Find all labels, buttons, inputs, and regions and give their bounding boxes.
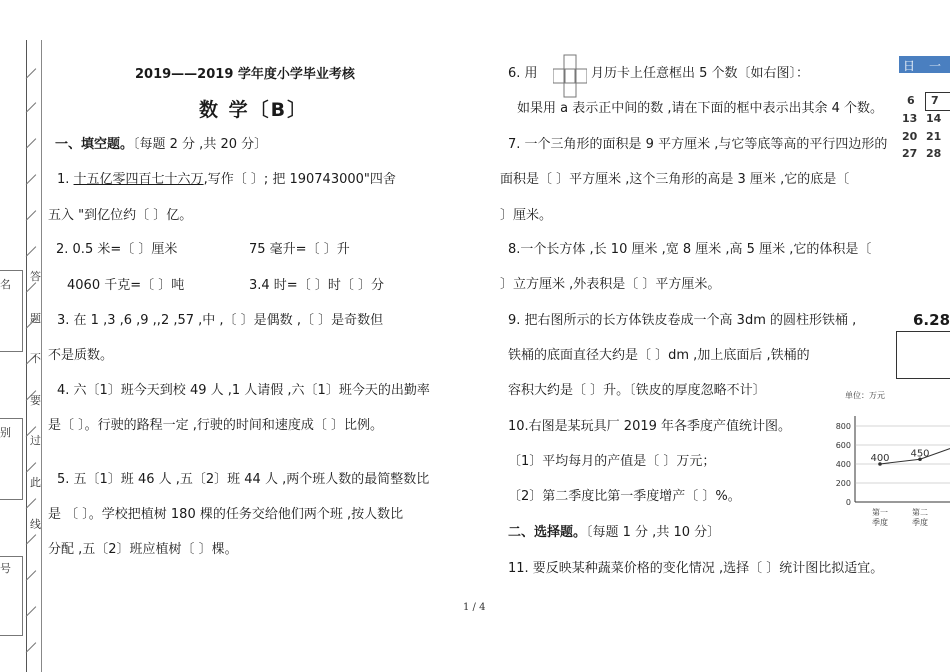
binding-line-right xyxy=(41,40,42,672)
calendar-cell: 14 xyxy=(926,112,942,125)
name-field-label: 名 xyxy=(0,278,11,291)
q6-line2: 如果用 a 表示正中间的数 ,请在下面的框中表示出其余 4 个数。 xyxy=(517,101,884,116)
q6-line1-a: 6. 用 xyxy=(508,66,538,81)
chart-y-tick: 0 xyxy=(845,498,851,507)
q2-line2-a: 4060 千克=〔 〕吨 xyxy=(67,278,185,293)
q7-line3: 〕厘米。 xyxy=(500,208,553,223)
chart-data-label: 450 xyxy=(910,448,930,460)
section1-note: 〔每题 2 分 ,共 20 分〕 xyxy=(133,137,268,152)
calendar-cell: 21 xyxy=(926,130,942,143)
chart-data-label: 400 xyxy=(870,453,890,464)
q6-line1-b: 月历卡上任意框出 5 个数〔如右图〕： xyxy=(591,66,810,81)
chart-x-label: 第二 xyxy=(912,508,928,517)
margin-char: 过 xyxy=(30,434,41,447)
page-number: 1 / 4 xyxy=(463,602,486,613)
q2-line2-b: 3.4 时=〔 〕时〔 〕分 xyxy=(249,278,384,293)
calendar-cell: 20 xyxy=(902,130,918,143)
chart-x-label: 第一 xyxy=(872,508,888,517)
number-field-label: 号 xyxy=(0,562,11,575)
q9-line1: 9. 把右图所示的长方体铁皮卷成一个高 3dm 的圆柱形铁桶 , xyxy=(508,313,857,328)
margin-char: 答 xyxy=(30,270,41,283)
cross-frame-icon xyxy=(553,54,587,100)
chart-y-tick: 600 xyxy=(835,441,851,450)
margin-char: 不 xyxy=(30,352,41,365)
q10-line1: 10.右图是某玩具厂 2019 年各季度产值统计图。 xyxy=(508,419,792,434)
q3-line1: 3. 在 1 ,3 ,6 ,9 ,,2 ,57 ,中 ,〔 〕是偶数 ,〔 〕是奇数但 xyxy=(57,313,384,328)
calendar-header xyxy=(899,56,950,73)
margin-char: 此 xyxy=(30,476,41,489)
margin-hatch xyxy=(26,210,37,221)
q2-line1-a: 2. 0.5 米=〔 〕厘米 xyxy=(56,242,178,257)
calendar-cell: 6 xyxy=(907,94,915,107)
production-line-chart xyxy=(815,388,950,528)
margin-hatch xyxy=(26,606,37,617)
section1-header xyxy=(55,133,267,152)
q5-line3: 分配 ,五〔2〕班应植树〔 〕棵。 xyxy=(48,542,238,557)
class-field-label: 别 xyxy=(0,426,11,439)
section2-note: 〔每题 1 分 ,共 10 分〕 xyxy=(586,525,721,540)
calendar-day-mon: 一 xyxy=(929,59,942,73)
margin-hatch xyxy=(26,174,37,185)
margin-hatch xyxy=(26,246,37,257)
exam-subject: 数 学〔B〕 xyxy=(199,99,309,121)
q1-number: 1. xyxy=(57,172,70,187)
section2-header xyxy=(508,521,720,540)
margin-hatch xyxy=(26,68,37,79)
calendar-day-sun: 日 xyxy=(903,59,916,73)
q5-line1: 5. 五〔1〕班 46 人 ,五〔2〕班 44 人 ,两个班人数的最简整数比 xyxy=(57,472,430,487)
q7-line2: 面积是〔 〕平方厘米 ,这个三角形的高是 3 厘米 ,它的底是〔 xyxy=(500,172,850,187)
q2-line1-b: 75 毫升=〔 〕升 xyxy=(249,242,350,257)
q9-line2: 铁桶的底面直径大约是〔 〕dm ,加上底面后 ,铁桶的 xyxy=(508,348,810,363)
q4-line1: 4. 六〔1〕班今天到校 49 人 ,1 人请假 ,六〔1〕班今天的出勤率 xyxy=(57,383,430,398)
calendar-cell: 28 xyxy=(926,147,942,160)
q4-line2: 是〔 〕。行驶的路程一定 ,行驶的时间和速度成〔 〕比例。 xyxy=(48,418,384,433)
q1-text-a: ,写作〔 〕; 把 190743000"四舍 xyxy=(203,172,396,187)
margin-hatch xyxy=(26,498,37,509)
q9-figure-label: 6.28 xyxy=(913,311,950,329)
q10-line3: 〔2〕第二季度比第一季度增产〔 〕%。 xyxy=(508,489,741,504)
q7-line1: 7. 一个三角形的面积是 9 平方厘米 ,与它等底等高的平行四边形的 xyxy=(508,137,888,152)
chart-y-tick: 800 xyxy=(835,422,851,431)
q8-line2: 〕立方厘米 ,外表积是〔 〕平方厘米。 xyxy=(500,277,721,292)
q10-line2: 〔1〕平均每月的产值是〔 〕万元； xyxy=(508,454,716,469)
margin-char: 题 xyxy=(30,312,41,325)
calendar-cell: 7 xyxy=(931,94,939,107)
chart-x-label: 季度 xyxy=(912,518,928,527)
calendar-cell: 13 xyxy=(902,112,918,125)
q1-line2: 五入 "到亿位约〔 〕亿。 xyxy=(48,208,193,223)
chart-x-label: 季度 xyxy=(872,518,888,527)
margin-char: 要 xyxy=(30,394,41,407)
q9-line3: 容积大约是〔 〕升。〔铁皮的厚度忽略不计〕 xyxy=(508,383,766,398)
margin-hatch xyxy=(26,138,37,149)
margin-hatch xyxy=(26,102,37,113)
q11-line1: 11. 要反映某种蔬菜价格的变化情况 ,选择〔 〕统计图比拟适宜。 xyxy=(508,561,884,576)
chart-y-tick: 400 xyxy=(835,460,851,469)
chart-unit-label: 单位：万元 xyxy=(845,391,885,400)
chart-y-tick: 200 xyxy=(835,479,851,488)
q1-underlined-number: 十五亿零四百七十六万 xyxy=(73,172,204,187)
q3-line2: 不是质数。 xyxy=(48,348,114,363)
margin-hatch xyxy=(26,534,37,545)
section2-heading: 二、选择题。 xyxy=(508,525,587,540)
margin-hatch xyxy=(26,570,37,581)
q8-line1: 8.一个长方体 ,长 10 厘米 ,宽 8 厘米 ,高 5 厘米 ,它的体积是〔 xyxy=(508,242,872,257)
q5-line2: 是 〔 〕。学校把植树 180 棵的任务交给他们两个班 ,按人数比 xyxy=(48,507,404,522)
margin-hatch xyxy=(26,462,37,473)
exam-title: 2019——2019 学年度小学毕业考核 xyxy=(135,67,355,82)
q9-sheet-figure xyxy=(896,331,950,379)
margin-char: 线 xyxy=(30,518,41,531)
calendar-cell: 27 xyxy=(902,147,918,160)
margin-hatch xyxy=(26,642,37,653)
section1-heading: 一、填空题。 xyxy=(55,137,134,152)
q1-line1 xyxy=(57,168,396,187)
